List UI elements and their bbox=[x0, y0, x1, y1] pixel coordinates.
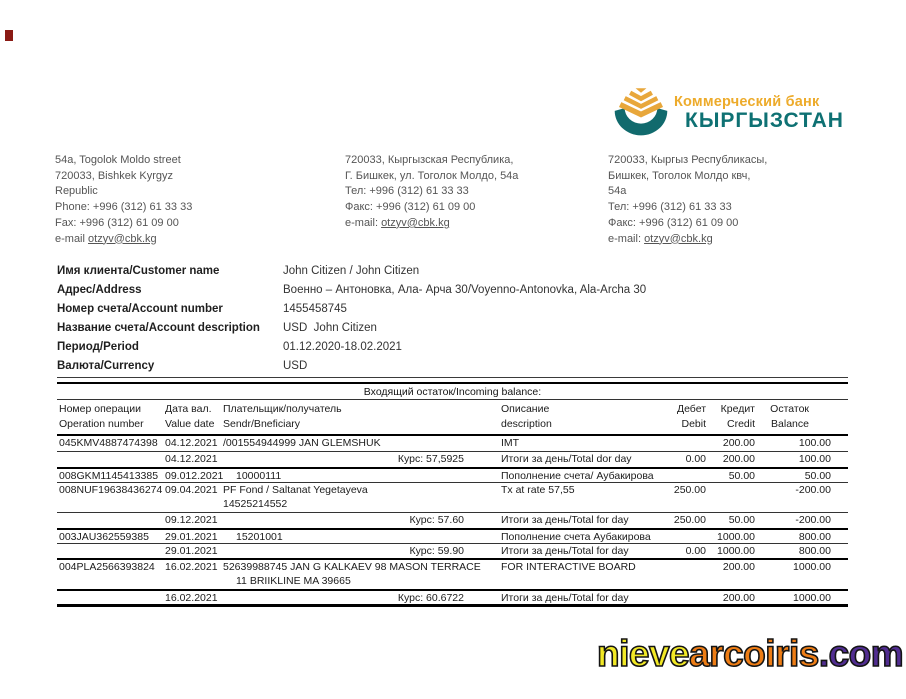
cell-date: 29.01.2021 bbox=[165, 530, 218, 543]
address-line: Бишкек, Тоголок Молдо квч, bbox=[608, 169, 751, 182]
cell-payer: 10000111 bbox=[236, 469, 282, 482]
cell-payer: 14525214552 bbox=[223, 498, 288, 511]
cell-payer: 52639988745 JAN G KALKAEV 98 MASON TERRACE bbox=[223, 561, 481, 574]
account-description-row bbox=[57, 318, 757, 337]
corner-mark bbox=[5, 30, 13, 41]
cell-operation: 004PLA2566393824 bbox=[59, 561, 155, 574]
address-line: Phone: +996 (312) 61 33 33 bbox=[55, 201, 193, 214]
field-label: Адрес/Address bbox=[57, 283, 142, 296]
address-line: Republic bbox=[55, 185, 98, 198]
cell-debit: 0.00 bbox=[685, 545, 706, 558]
cell-debit: 0.00 bbox=[685, 453, 706, 466]
address-line: 54a, Togolok Moldo street bbox=[55, 154, 181, 166]
address-line: Г. Бишкек, ул. Тоголок Молдо, 54а bbox=[345, 169, 519, 182]
cell-credit: 50.00 bbox=[728, 514, 755, 527]
watermark-part2: arcoiris bbox=[689, 633, 819, 674]
cell-operation: 008NUF19638436274 bbox=[59, 483, 163, 496]
cell-payer: 15201001 bbox=[236, 530, 283, 543]
address-block-ru bbox=[345, 153, 605, 232]
email-link[interactable]: otzyv@cbk.kg bbox=[381, 216, 450, 229]
col-header-debit: Дебет Debit bbox=[676, 403, 706, 430]
cell-date: 09.12.2021 bbox=[165, 514, 218, 527]
cell-operation: 045KMV4887474398 bbox=[59, 437, 158, 449]
email-prefix: e-mail: bbox=[608, 232, 645, 245]
address-line: Fax: +996 (312) 61 09 00 bbox=[55, 216, 179, 229]
field-label: Номер счета/Account number bbox=[57, 302, 223, 315]
currency-row bbox=[57, 356, 757, 375]
table-row bbox=[57, 528, 848, 543]
cell-date: 04.12.2021 bbox=[165, 437, 218, 449]
cell-description: Итоги за день/Total dor day bbox=[501, 453, 632, 466]
cell-balance: 800.00 bbox=[798, 530, 831, 543]
cell-description: FOR INTERACTIVE BOARD bbox=[501, 561, 636, 574]
field-value: Военно – Антоновка, Ала- Арча 30/Voyenno-Antonovka, Ala-Archa 30 bbox=[283, 283, 647, 296]
table-header bbox=[57, 400, 848, 436]
address-email-line bbox=[345, 216, 605, 232]
field-value: 01.12.2020-18.02.2021 bbox=[283, 340, 402, 353]
cell-balance: 50.00 bbox=[804, 469, 831, 482]
address-block-kg bbox=[608, 153, 868, 247]
cell-description: Итоги за день/Total for day bbox=[501, 545, 629, 558]
table-row bbox=[57, 482, 848, 497]
cell-description: Итоги за день/Total for day bbox=[501, 591, 629, 604]
bank-logo bbox=[612, 87, 844, 142]
address-line: 720033, Кыргыз Республикасы, bbox=[608, 154, 768, 166]
cell-credit: 50.00 bbox=[728, 469, 755, 482]
bank-name-line2: КЫРГЫЗСТАН bbox=[685, 109, 844, 132]
cell-payer: PF Fond / Saltanat Yegetayeva bbox=[223, 483, 368, 496]
table-row-total bbox=[57, 543, 848, 558]
col-header-description: Описание description bbox=[501, 403, 552, 430]
address-line: 54а bbox=[608, 185, 627, 198]
field-label: Период/Period bbox=[57, 340, 139, 353]
cell-debit: 250.00 bbox=[673, 483, 706, 496]
customer-name-row bbox=[57, 261, 757, 280]
address-line: Тел: +996 (312) 61 33 33 bbox=[608, 201, 732, 214]
address-line: Факс: +996 (312) 61 09 00 bbox=[345, 201, 476, 214]
col-header-balance: Остаток Balance bbox=[770, 403, 809, 430]
table-row-continuation bbox=[57, 497, 848, 512]
table-row bbox=[57, 436, 848, 451]
cell-credit: 200.00 bbox=[722, 561, 755, 574]
cell-balance: 1000.00 bbox=[793, 561, 831, 574]
incoming-balance-label: Входящий остаток/Incoming balance: bbox=[57, 384, 848, 400]
cell-operation: 008GKM1145413385 bbox=[59, 469, 159, 482]
table-row bbox=[57, 558, 848, 573]
cell-operation: 003JAU362559385 bbox=[59, 530, 149, 543]
cell-balance: 1000.00 bbox=[793, 591, 831, 604]
cell-date: 04.12.2021 bbox=[165, 453, 218, 466]
period-row bbox=[57, 337, 757, 356]
field-label: Название счета/Account description bbox=[57, 321, 260, 334]
customer-info bbox=[57, 261, 757, 375]
cell-payer: /001554944999 JAN GLEMSHUK bbox=[223, 437, 381, 449]
table-row-total bbox=[57, 451, 848, 466]
address-email-line bbox=[55, 232, 315, 248]
cell-debit: 250.00 bbox=[673, 514, 706, 527]
cell-description: Пополнение счета/ Аубакирова bbox=[501, 469, 654, 482]
cell-description: Итоги за день/Total for day bbox=[501, 514, 629, 527]
table-row-continuation bbox=[57, 574, 848, 589]
col-header-payer: Плательщик/получатель Sendr/Bneficiary bbox=[223, 403, 342, 430]
field-value: 1455458745 bbox=[283, 302, 347, 315]
cell-balance: -200.00 bbox=[795, 483, 831, 496]
table-row-total bbox=[57, 512, 848, 527]
email-link[interactable]: otzyv@cbk.kg bbox=[88, 232, 157, 245]
bank-logo-icon bbox=[612, 87, 670, 142]
cell-rate: Курс: 60.6722 bbox=[397, 591, 464, 604]
email-prefix: e-mail bbox=[55, 232, 89, 245]
cell-description: Пополнение счета Аубакирова bbox=[501, 530, 651, 543]
bank-name-line1: Коммерческий банк bbox=[674, 94, 820, 110]
watermark-part1: nieve bbox=[597, 633, 690, 674]
col-header-operation: Номер операции Operation number bbox=[59, 403, 144, 430]
address-line: 720033, Кыргызская Республика, bbox=[345, 154, 514, 166]
field-label: Валюта/Currency bbox=[57, 359, 155, 372]
address-block-en bbox=[55, 153, 315, 247]
field-label: Имя клиента/Customer name bbox=[57, 264, 220, 277]
col-header-date: Дата вал. Value date bbox=[165, 403, 215, 430]
cell-rate: Курс: 59.90 bbox=[409, 545, 464, 558]
cell-date: 29.01.2021 bbox=[165, 545, 218, 558]
cell-rate: Курс: 57.60 bbox=[409, 514, 464, 527]
account-number-row bbox=[57, 299, 757, 318]
cell-date: 16.02.2021 bbox=[165, 561, 218, 574]
cell-rate: Курс: 57,5925 bbox=[397, 453, 464, 466]
address-email-line bbox=[608, 232, 868, 248]
address-line: 720033, Bishkek Kyrgyz bbox=[55, 169, 174, 182]
email-prefix: e-mail: bbox=[345, 216, 382, 229]
customer-address-row bbox=[57, 280, 757, 299]
cell-credit: 200.00 bbox=[722, 437, 755, 449]
field-value: John Citizen / John Citizen bbox=[283, 264, 420, 277]
cell-balance: 100.00 bbox=[798, 453, 831, 466]
cell-description: Tx at rate 57,55 bbox=[501, 483, 575, 496]
field-value: USD John Citizen bbox=[283, 321, 377, 334]
field-value: USD bbox=[283, 359, 308, 372]
cell-balance: -200.00 bbox=[795, 514, 831, 527]
cell-date: 09.012.2021 bbox=[165, 469, 224, 482]
col-header-credit: Кредит Credit bbox=[720, 403, 755, 430]
cell-description: IMT bbox=[501, 437, 520, 449]
cell-credit: 1000.00 bbox=[717, 530, 755, 543]
cell-date: 16.02.2021 bbox=[165, 591, 218, 604]
watermark bbox=[597, 633, 903, 675]
email-link[interactable]: otzyv@cbk.kg bbox=[644, 232, 713, 245]
transactions-table bbox=[57, 377, 848, 607]
cell-balance: 800.00 bbox=[798, 545, 831, 558]
watermark-part3: .com bbox=[818, 633, 904, 674]
cell-credit: 200.00 bbox=[722, 591, 755, 604]
cell-balance: 100.00 bbox=[798, 437, 831, 449]
cell-date: 09.04.2021 bbox=[165, 483, 218, 496]
table-row-total bbox=[57, 589, 848, 604]
table-row bbox=[57, 467, 848, 482]
address-line: Факс: +996 (312) 61 09 00 bbox=[608, 216, 739, 229]
address-line: Тел: +996 (312) 61 33 33 bbox=[345, 185, 469, 198]
cell-payer: 11 BRIIKLINE MA 39665 bbox=[236, 574, 351, 587]
cell-credit: 200.00 bbox=[722, 453, 755, 466]
cell-credit: 1000.00 bbox=[717, 545, 755, 558]
